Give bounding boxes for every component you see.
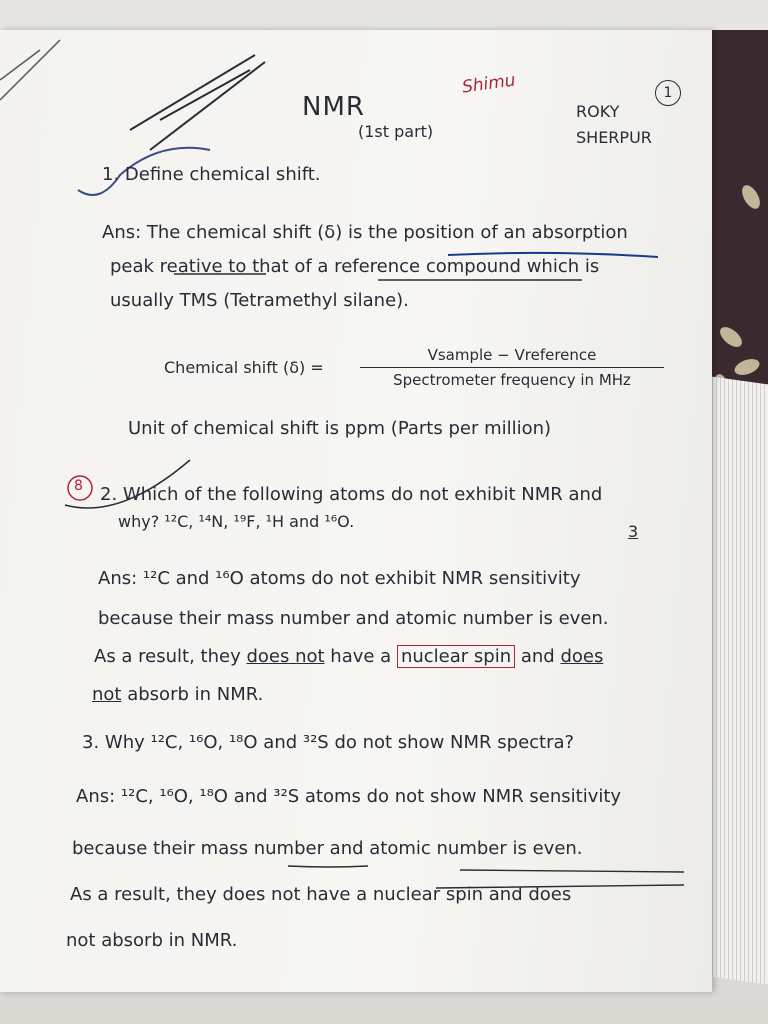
q2-l3-underlined-2: does (560, 646, 604, 667)
q3-answer-line-2: because their mass number and atomic number is even. (72, 838, 583, 859)
q3-answer-line-3: As a result, they does not have a nuclear spin and does (70, 884, 572, 905)
q2-marks: 3 (628, 522, 639, 541)
q1-unit-line: Unit of chemical shift is ppm (Parts per million) (128, 418, 552, 439)
question-3: 3. Why ¹²C, ¹⁶O, ¹⁸O and ³²S do not show NMR spectra? (82, 732, 575, 753)
formula-denominator: Spectrometer frequency in MHz (393, 371, 631, 389)
q3-answer-line-1: Ans: ¹²C, ¹⁶O, ¹⁸O and ³²S atoms do not show NMR sensitivity (76, 786, 622, 807)
q2-answer-line-2: because their mass number and atomic number is even. (98, 608, 609, 629)
formula-fraction (360, 346, 664, 389)
question-2-line-1: 2. Which of the following atoms do not exhibit NMR and (100, 484, 603, 505)
formula-label: Chemical shift (δ) = (164, 358, 324, 377)
q2-l3-pre: As a result, they (94, 646, 241, 667)
page-title: NMR (302, 92, 365, 122)
q2-score: 8 (74, 478, 83, 494)
q1-answer-line-2: peak reative to that of a reference compound which is (110, 256, 600, 277)
question-2-line-2: why? ¹²C, ¹⁴N, ¹⁹F, ¹H and ¹⁶O. (118, 512, 355, 531)
author-name: ROKY (576, 102, 620, 121)
q2-l4-post: absorb in NMR. (127, 684, 264, 705)
page-number: 1 (655, 80, 681, 106)
q2-l3-post: and (520, 646, 555, 667)
question-1: 1. Define chemical shift. (102, 164, 321, 185)
q3-answer-line-4: not absorb in NMR. (66, 930, 238, 951)
author-place: SHERPUR (576, 128, 652, 147)
q2-answer-line-4 (92, 684, 263, 705)
q2-l3-mid: have a (330, 646, 392, 667)
q2-answer-line-1: Ans: ¹²C and ¹⁶O atoms do not exhibit NMR sensitivity (98, 568, 581, 589)
q2-boxed-term: nuclear spin (397, 645, 515, 668)
q2-answer-line-3 (94, 646, 603, 667)
q2-l3-underlined: does not (246, 646, 325, 667)
formula-numerator: Vsample − Vreference (360, 346, 664, 368)
signature: Shimu (460, 70, 517, 98)
q1-answer-line-3: usually TMS (Tetramethyl silane). (110, 290, 409, 311)
q1-answer-line-1: Ans: The chemical shift (δ) is the position of an absorption (102, 222, 628, 243)
q2-l4-underlined: not (92, 684, 122, 705)
page-subtitle: (1st part) (358, 122, 434, 141)
